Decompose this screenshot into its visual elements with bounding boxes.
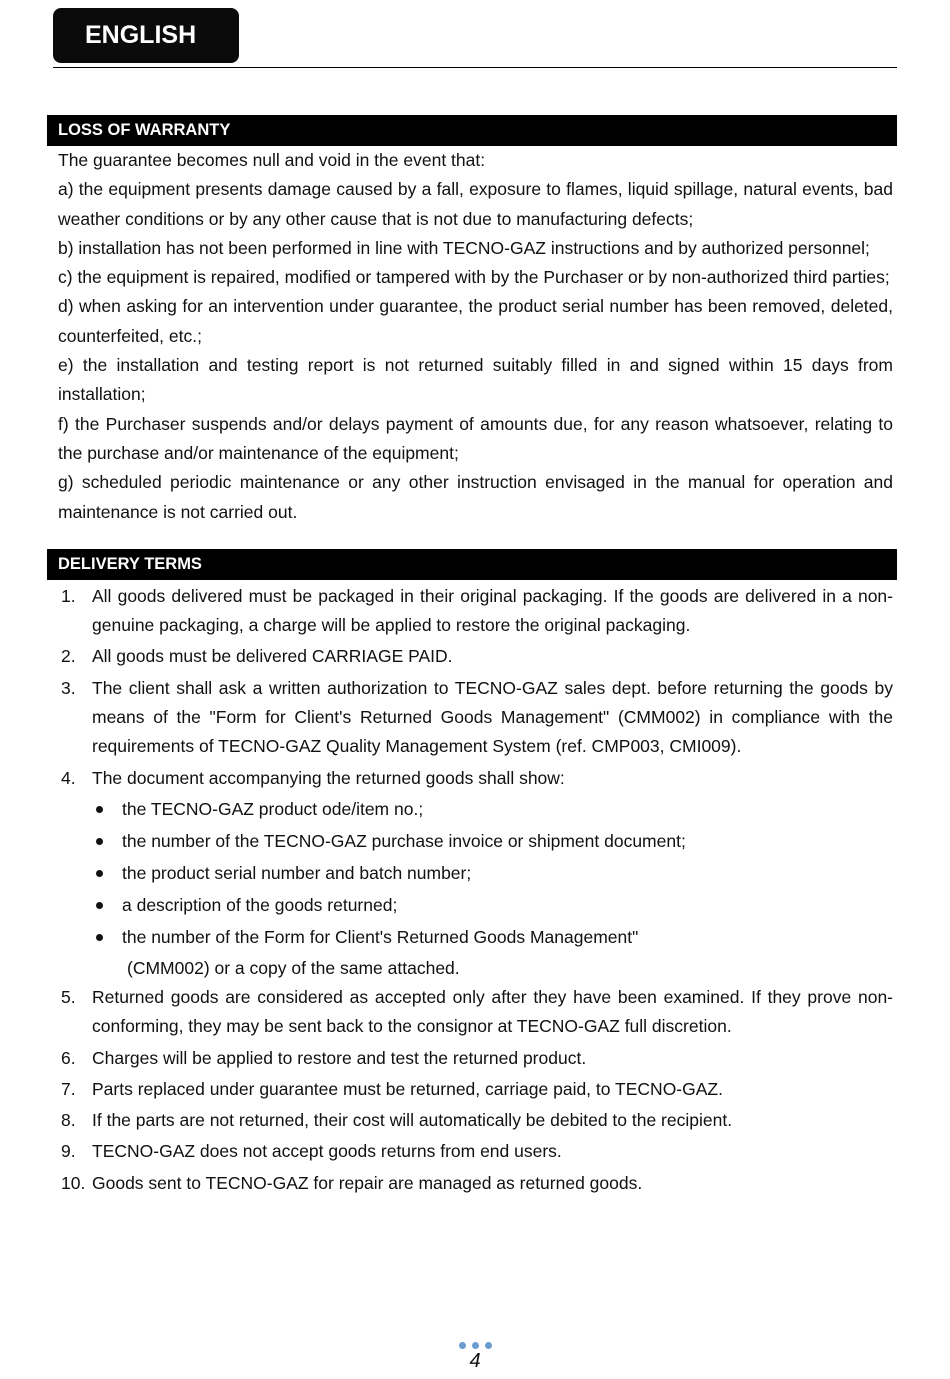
dot-icon — [459, 1342, 466, 1349]
returned-goods-requirements — [92, 793, 893, 953]
delivery-item-text: The document accompanying the returned goods shall show: — [92, 767, 565, 788]
requirement-text: the number of the TECNO-GAZ purchase invoice or shipment document; — [122, 830, 686, 851]
delivery-item-text: Goods sent to TECNO-GAZ for repair are managed as returned goods. — [92, 1172, 643, 1193]
bullet-icon — [96, 806, 103, 813]
requirement-text: the product serial number and batch number; — [122, 862, 472, 883]
requirement-item — [92, 889, 893, 921]
requirement-text: a description of the goods returned; — [122, 894, 398, 915]
page-ornament — [459, 1342, 493, 1349]
delivery-item-8 — [47, 1106, 897, 1135]
warranty-item-b: b) installation has not been performed in line with TECNO-GAZ instructions and by authorized personnel; — [58, 237, 870, 258]
requirement-continuation: (CMM002) or a copy of the same attached. — [127, 957, 460, 978]
language-tab: ENGLISH — [53, 8, 239, 63]
delivery-item-number: 9. — [61, 1141, 76, 1162]
requirement-text: the TECNO-GAZ product ode/item no.; — [122, 798, 424, 819]
delivery-item-7 — [47, 1075, 897, 1104]
delivery-item-number: 5. — [61, 986, 76, 1007]
warranty-item-c: c) the equipment is repaired, modified or tampered with by the Purchaser or by non-authorized third parties; — [58, 267, 890, 288]
warranty-item-a: a) the equipment presents damage caused by a fall, exposure to flames, liquid spillage, natural events, bad weather conditions or by any other cause that is not due to manufacturing defects; — [58, 179, 893, 229]
delivery-item-text: TECNO-GAZ does not accept goods returns from end users. — [92, 1141, 562, 1162]
delivery-item-number: 4. — [61, 767, 76, 788]
bullet-icon — [96, 870, 103, 877]
delivery-terms-heading: DELIVERY TERMS — [47, 549, 897, 580]
delivery-item-10 — [47, 1169, 897, 1198]
bullet-icon — [96, 838, 103, 845]
requirement-text: the number of the Form for Client's Returned Goods Management" — [122, 926, 639, 947]
delivery-item-number: 2. — [61, 646, 76, 667]
requirement-item — [92, 825, 893, 857]
delivery-item-3 — [47, 674, 897, 762]
bullet-icon — [96, 934, 103, 941]
delivery-item-text: Returned goods are considered as accepted only after they have been examined. If they prove non-conforming, they may be sent back to the consignor at TECNO-GAZ full discretion. — [92, 986, 893, 1037]
delivery-item-6 — [47, 1044, 897, 1073]
warranty-item-e: e) the installation and testing report is not returned suitably filled in and signed within 15 days from installation; — [58, 355, 893, 405]
loss-of-warranty-body — [47, 146, 897, 527]
warranty-intro: The guarantee becomes null and void in the event that: — [58, 150, 486, 170]
delivery-item-number: 1. — [61, 585, 76, 606]
delivery-item-number: 8. — [61, 1110, 76, 1131]
requirement-item — [92, 793, 893, 825]
requirement-item — [92, 921, 893, 953]
loss-of-warranty-heading: LOSS OF WARRANTY — [47, 115, 897, 146]
delivery-item-5 — [47, 983, 897, 1042]
delivery-item-number: 10. — [61, 1172, 86, 1193]
delivery-item-text: All goods must be delivered CARRIAGE PAID. — [92, 646, 453, 667]
delivery-item-1 — [47, 582, 897, 641]
delivery-item-number: 7. — [61, 1078, 76, 1099]
header-divider — [53, 67, 897, 68]
delivery-item-2 — [47, 642, 897, 671]
delivery-terms-list — [47, 582, 897, 1198]
delivery-item-9 — [47, 1137, 897, 1166]
page-number: 4 — [469, 1350, 481, 1372]
dot-icon — [472, 1342, 479, 1349]
page-content — [47, 115, 897, 1198]
warranty-item-d: d) when asking for an intervention under guarantee, the product serial number has been removed, deleted, counterfeited, etc.; — [58, 296, 893, 346]
requirement-item — [92, 857, 893, 889]
delivery-item-number: 3. — [61, 677, 76, 698]
bullet-icon — [96, 902, 103, 909]
delivery-item-number: 6. — [61, 1047, 76, 1068]
warranty-item-f: f) the Purchaser suspends and/or delays payment of amounts due, for any reason whatsoever, relating to the purchase and/or maintenance of the equipment; — [58, 413, 893, 463]
delivery-item-text: Parts replaced under guarantee must be returned, carriage paid, to TECNO-GAZ. — [92, 1078, 723, 1099]
warranty-item-g: g) scheduled periodic maintenance or any other instruction envisaged in the manual for operation and maintenance is not carried out. — [58, 472, 893, 522]
delivery-item-text: If the parts are not returned, their cost will automatically be debited to the recipient. — [92, 1110, 733, 1131]
delivery-item-text: All goods delivered must be packaged in their original packaging. If the goods are delivered in a non-genuine packaging, a charge will be applied to restore the original packaging. — [92, 585, 893, 636]
dot-icon — [485, 1342, 492, 1349]
delivery-item-text: Charges will be applied to restore and test the returned product. — [92, 1047, 587, 1068]
delivery-item-text: The client shall ask a written authorization to TECNO-GAZ sales dept. before returning the goods by means of the "Form for Client's Returned Goods Management" (CMM002) in compliance with the requirements of TECNO-GAZ Quality Management System (ref. CMP003, CMI009). — [92, 677, 893, 757]
delivery-item-4 — [47, 764, 897, 983]
